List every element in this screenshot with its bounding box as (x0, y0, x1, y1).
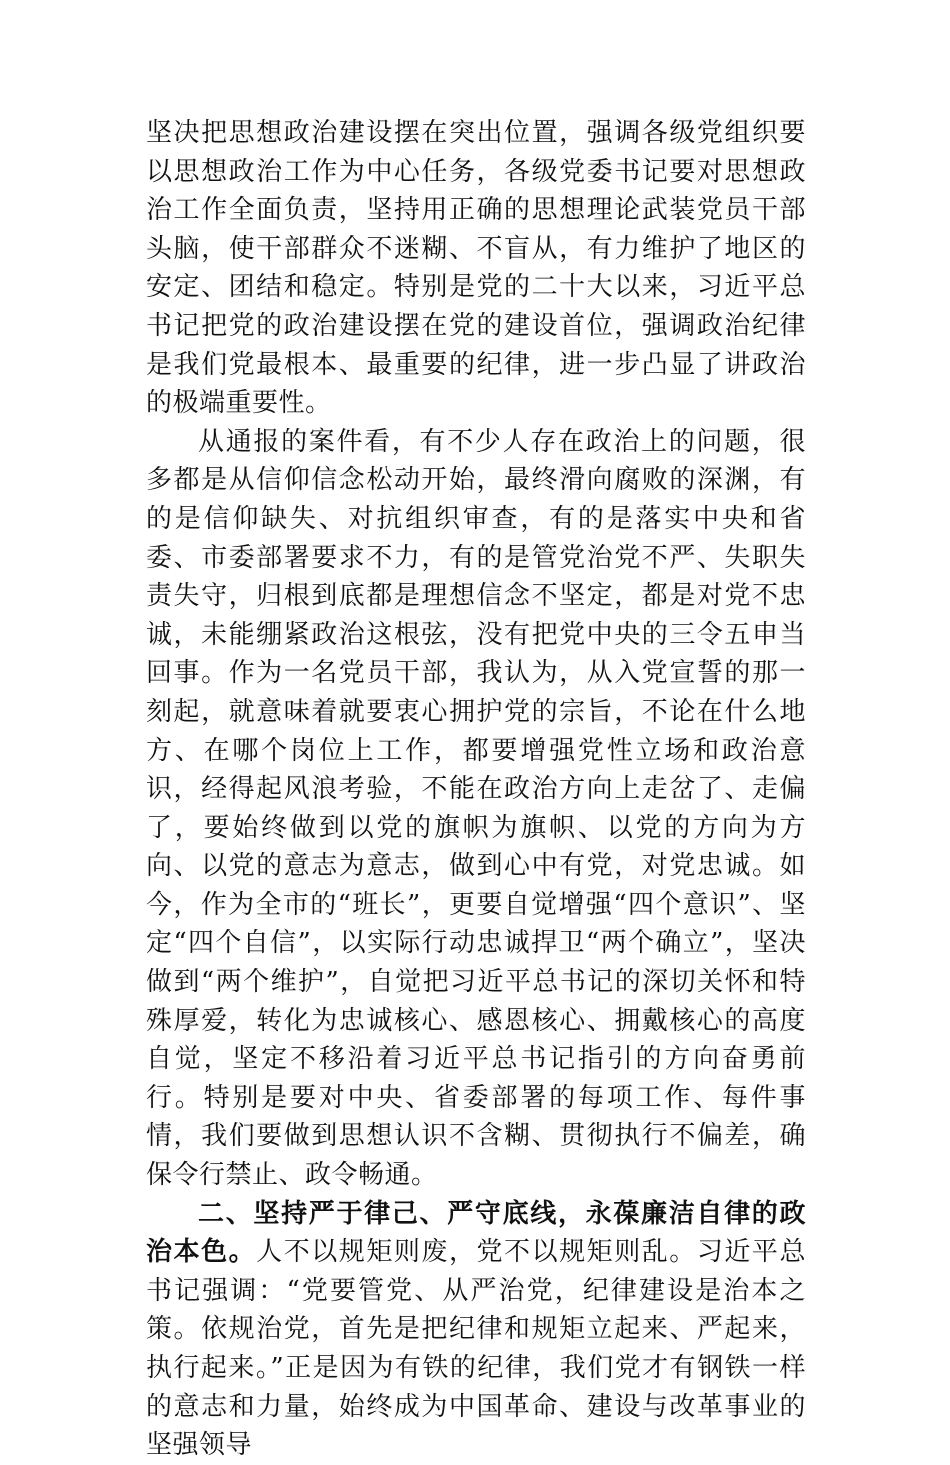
section-heading: 二、坚持严于律己、严守底线，永葆廉洁自律的政治本色。 (146, 1198, 806, 1268)
paragraph-1: 坚决把思想政治建设摆在突出位置，强调各级党组织要以思想政治工作为中心任务，各级党委书记要对思想政治工作全面负责，坚持用正确的思想理论武装党员干部头脑，使干部群众不迷糊、不盲从，有力维护了地区的安定、团结和稳定。特别是党的二十大以来，习近平总书记把党的政治建设摆在党的建设首位，强调政治纪律是我们党最根本、最重要的纪律，进一步凸显了讲政治的极端重要性。 (146, 118, 806, 419)
paragraph-2: 从通报的案件看，有不少人存在政治上的问题，很多都是从信仰信念松动开始，最终滑向腐败的深渊，有的是信仰缺失、对抗组织审查，有的是落实中央和省委、市委部署要求不力，有的是管党治党不严、失职失责失守，归根到底都是理想信念不坚定，都是对党不忠诚，未能绷紧政治这根弦，没有把党中央的三令五申当回事。作为一名党员干部，我认为，从入党宣誓的那一刻起，就意味着就要衷心拥护党的宗旨，不论在什么地方、在哪个岗位上工作，都要增强党性立场和政治意识，经得起风浪考验，不能在政治方向上走岔了、走偏了，要始终做到以党的旗帜为旗帜、以党的方向为方向、以党的意志为意志，做到心中有党，对党忠诚。如今，作为全市的“班长”，更要自觉增强“四个意识”、坚定“四个自信”，以实际行动忠诚捍卫“两个确立”，坚决做到“两个维护”，自觉把习近平总书记的深切关怀和特殊厚爱，转化为忠诚核心、感恩核心、拥戴核心的高度自觉，坚定不移沿着习近平总书记指引的方向奋勇前行。特别是要对中央、省委部署的每项工作、每件事情，我们要做到思想认识不含糊、贯彻执行不偏差，确保令行禁止、政令畅通。 (146, 426, 806, 1191)
document-page (146, 114, 806, 1465)
paragraph-3-body: 人不以规矩则废，党不以规矩则乱。习近平总书记强调：“党要管党、从严治党，纪律建设是治本之策。依规治党，首先是把纪律和规矩立起来、严起来，执行起来。”正是因为有铁的纪律，我们党才有钢铁一样的意志和力量，始终成为中国革命、建设与改革事业的坚强领导 (146, 1237, 806, 1461)
paragraph-3 (146, 1195, 806, 1465)
